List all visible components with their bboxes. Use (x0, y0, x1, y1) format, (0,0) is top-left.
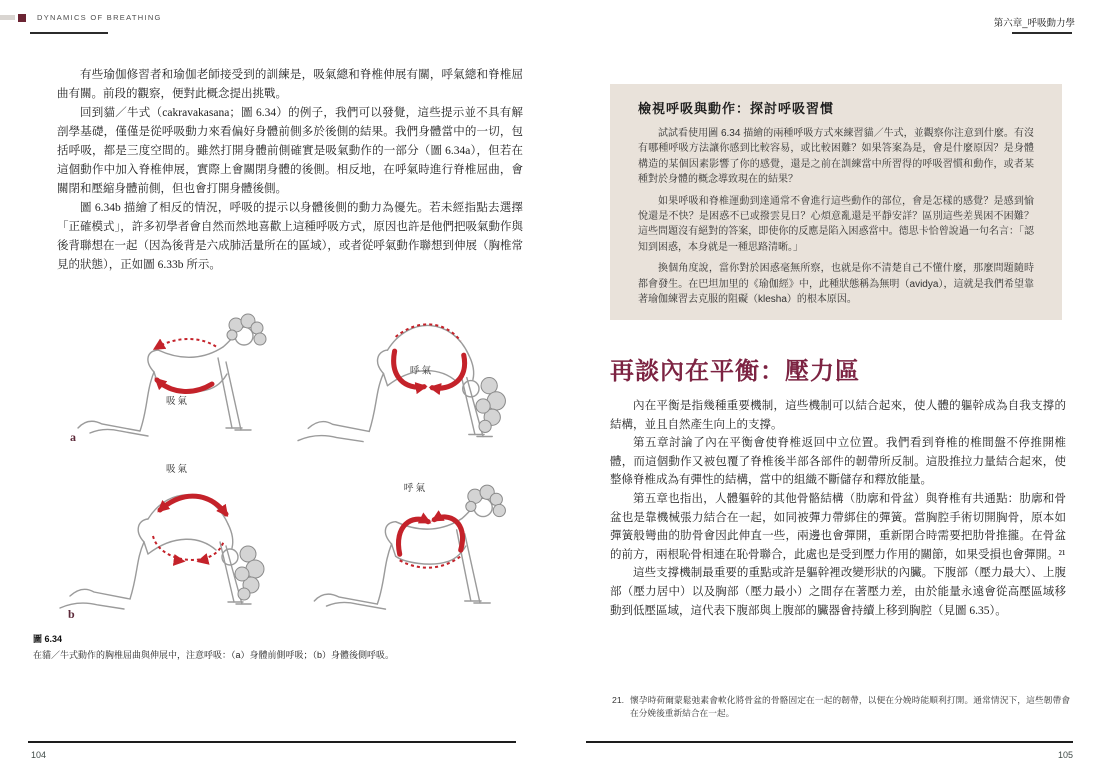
breath-label: 呼氣 (403, 483, 428, 495)
page-number-left: 104 (31, 750, 47, 760)
panel-letter-b: b (68, 607, 75, 621)
sidebar-box-title: 檢視呼吸與動作：探討呼吸習慣 (638, 101, 835, 116)
hair (227, 314, 266, 345)
breath-label: 吸氣 (166, 464, 190, 475)
header-underline-right (1012, 32, 1072, 34)
breath-direction-small-arrow (174, 560, 182, 561)
panel-letter-a: a (70, 430, 76, 444)
figure-caption-text: 在貓／牛式動作的胸椎屈曲與伸展中，注意呼吸：（a）身體前側呼吸；（b）身體後側呼吸。 (33, 650, 395, 660)
margin-tick (0, 15, 15, 20)
cat-pose-illustration (58, 452, 298, 624)
footer-rule-left (28, 741, 516, 743)
running-header-right: 第六章_呼吸動力學 (993, 18, 1075, 29)
right-page-body-text (610, 397, 1066, 620)
page-number-right: 105 (1058, 750, 1074, 760)
paragraph: 如果呼吸和脊椎運動到達通常不會進行這些動作的部位，會是怎樣的感覺？是感到愉悅還是不快？是困惑不已或撥雲見日？心煩意亂還是平靜安詳？區別這些差異困不困難？這些問題沒有絕對的答案，即使你的反應是陷入困惑當中。德思卡恰曾說過一句名言：「認知到困惑，本身就是一種思路清晰。」 (638, 195, 1034, 253)
footer-rule-right (586, 741, 1073, 743)
header-underline-left (30, 32, 108, 34)
figure-caption (33, 632, 503, 661)
paragraph: 圖 6.34b 描繪了相反的情況，呼吸的提示以身體後側的動力為優先。若未經指點去選擇「正確模式」，許多初學者會自然而然地喜歡上這種呼吸方式，原因也許是他們把吸氣動作與後背聯想在一起（因為後背是六成肺活量所在的區域），或者從呼氣動作聯想到伸展（胸椎常見的狀態），正如圖 6.33b 所示。 (57, 202, 523, 271)
figure-number: 圖 6.34 (33, 634, 63, 644)
left-page-body-text (57, 66, 523, 275)
hair (235, 546, 264, 600)
breath-direction-dashed-arrow (156, 339, 218, 348)
figure-panel-a-inhale-front (60, 292, 295, 447)
breath-label: 吸氣 (166, 396, 190, 407)
figure-panel-b-inhale-back (58, 452, 298, 624)
practice-sidebar-box (610, 84, 1062, 320)
figure-panel-extension-exhale (296, 460, 540, 622)
footnote-number: 21. (612, 695, 625, 705)
book-title-running-head: DYNAMICS OF BREATHING (37, 13, 162, 22)
hair (466, 485, 506, 517)
paragraph: 換個角度說，當你對於困惑毫無所察，也就是你不清楚自己不懂什麼，那麼問題隨時都會發生。在巴坦加里的《瑜伽經》中，此種狀態稱為無明（avidya），這就是我們希望靠著瑜伽練習去克服的阻礙（klesha）的根本原因。 (638, 263, 1034, 306)
cat-pose-illustration (296, 292, 540, 457)
breath-direction-solid-arrow (398, 519, 428, 554)
running-header-left (0, 13, 162, 22)
chapter-marker-square (18, 14, 26, 22)
paragraph: 回到貓／牛式（cakravakasana；圖 6.34）的例子，我們可以發覺，這些提示並不具有解剖學基礎，僅僅是從呼吸動力來看偏好身體前側多於後側的結果。我們身體當中的一切，包括呼吸，都是三度空間的。雖然打開身體前側確實是吸氣動作的一部分（圖 6.34a），但若在這個動作中加入脊椎伸展，實際上會關閉身體的後側。相反地，在呼氣時進行脊椎屈曲，會關閉和壓縮身體前側，但也會打開身體後側。 (57, 107, 523, 195)
paragraph: 有些瑜伽修習者和瑜伽老師接受到的訓練是，吸氣總和脊椎伸展有關，呼氣總和脊椎屈曲有關。前段的觀察，便對此概念提出挑戰。 (57, 69, 523, 100)
paragraph: 這些支撐機制最重要的重點或許是軀幹裡改變形狀的內臟。下腹部（壓力最大）、上腹部（壓力居中）以及胸部（壓力最小）之間存在著壓力差，由於能量永遠會從高壓區域移動到低壓區域，這代表下腹部與上腹部的臟器會持續上移到胸腔（見圖 6.35）。 (610, 567, 1066, 617)
hair (476, 378, 505, 433)
section-heading: 再談內在平衡：壓力區 (610, 359, 860, 385)
figure-panel-flexion-exhale (296, 292, 540, 457)
breath-direction-small-arrow (200, 559, 208, 561)
cow-pose-illustration (60, 292, 295, 447)
paragraph: 第五章也指出，人體軀幹的其他骨骼結構（肋廓和骨盆）與脊椎有共通點：肋廓和骨盆也是靠機械張力結合在一起，如同被彈力帶綁住的彈簧。當胸腔手術切開胸骨，原本如彈簧般彎曲的肋骨會因此伸直一些，兩邊也會彈開，重新閉合時需要把肋骨推攏。在骨盆的前方，兩根恥骨相連在恥骨聯合，此處也是受到壓力作用的關節，如果受損也會彈開。²¹ (610, 492, 1066, 561)
cow-pose-illustration (296, 460, 540, 622)
paragraph: 第五章討論了內在平衡會使脊椎返回中立位置。我們看到脊椎的椎間盤不停推開椎體，而這個動作又被包覆了脊椎後半部各部件的韌帶所反制。這股推拉力量結合起來，使整條脊椎成為有彈性的結構，當中的組織不斷儲存和釋放能量。 (610, 437, 1066, 487)
footnote (612, 694, 1070, 720)
paragraph: 試試看使用圖 6.34 描繪的兩種呼吸方式來練習貓／牛式，並觀察你注意到什麼。有沒有哪種呼吸方法讓你感到比較容易，或比較困難？如果答案為是，會是什麼原因？是身體構造的某個因素影響了你的感覺，還是之前在訓練當中所習得的呼吸習慣和動作，或者某種對於身體的概念導致現在的結果？ (638, 128, 1034, 186)
breath-label: 呼氣 (409, 365, 434, 377)
paragraph: 內在平衡是指幾種重要機制，這些機制可以結合起來，使人體的軀幹成為自我支撐的結構，並且自然產生向上的支撐。 (610, 400, 1066, 431)
breath-direction-solid-arrow (434, 517, 462, 550)
footnote-text: 懷孕時荷爾蒙鬆弛素會軟化將骨盆的骨骼固定在一起的韌帶，以便在分娩時能順利打開。通常情況下，這些韌帶會在分娩後重新結合在一起。 (630, 695, 1070, 718)
breath-direction-solid-arrow (157, 380, 212, 391)
